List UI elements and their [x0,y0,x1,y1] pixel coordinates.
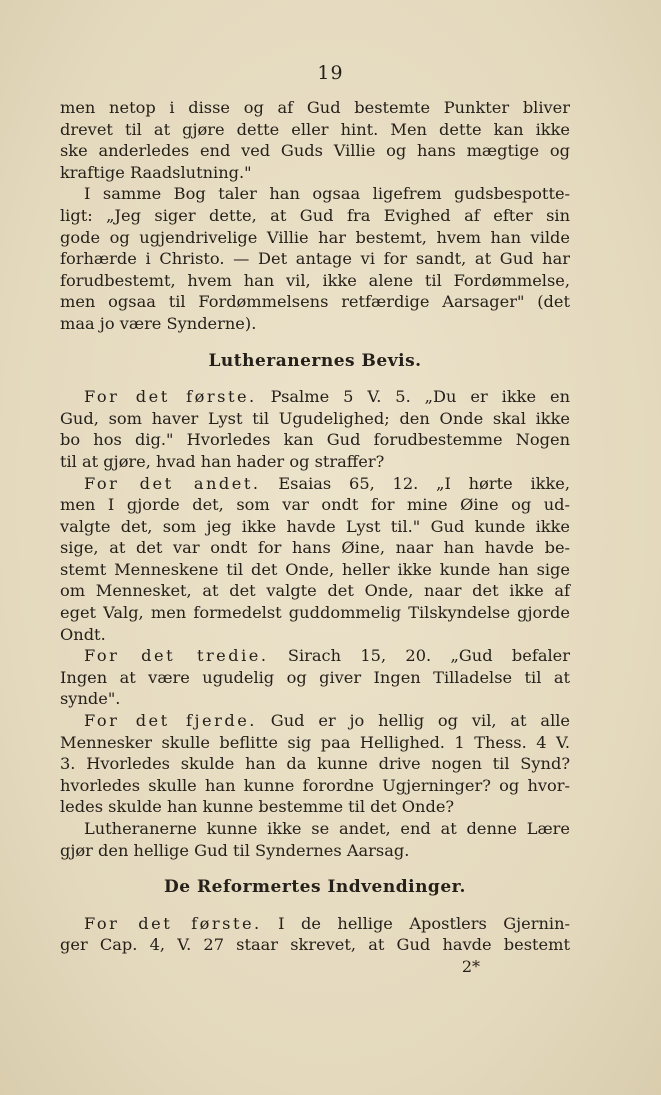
text-line: Lutheranerne kunne ikke se andet, end at denne Lære [84,819,570,838]
text-line [60,473,570,495]
text-line: bo hos dig." Hvorledes kan Gud forudbestemme Nogen [60,430,570,450]
text-line [60,386,570,408]
text-line: Ondt. [60,624,106,644]
text-line: men ogsaa til Fordømmelsens retfærdige Aarsager" (det [60,292,570,312]
text-line: forhærde i Christo. — Det antage vi for sandt, at Gud har [60,249,570,269]
text-fragment: Sirach 15, 20. „Gud befaler [268,646,571,666]
section-lead: For det andet. [84,473,261,493]
text-line: men I gjorde det, som var ondt for mine Øine og ud- [60,495,570,515]
text-line: eget Valg, men formedelst guddommelig Tilskyndelse gjorde [60,603,570,623]
text-line [60,645,570,667]
text-line: synde". [60,689,121,709]
text-line: ledes skulde han kunne bestemme til det Onde? [60,797,455,817]
text-line: I samme Bog taler han ogsaa ligefrem gudsbespotte- [84,184,570,204]
text-line: ger Cap. 4, V. 27 staar skrevet, at Gud havde bestemt [60,935,570,955]
printer-signature-mark: 2* [461,956,480,976]
section-lead: For det fjerde. [84,711,257,731]
page-text [60,97,570,978]
text-line: ligt: „Jeg siger dette, at Gud fra Evighed af efter sin [60,205,570,225]
text-line: Gud, som haver Lyst til Ugudelighed; den Onde skal ikke [60,408,570,428]
text-line: valgte det, som jeg ikke havde Lyst til." Gud kunde ikke [60,516,570,536]
text-line: hvorledes skulle han kunne forordne Ugjerninger? og hvor- [60,775,570,795]
text-fragment: Esaias 65, 12. „I hørte ikke, [260,473,570,493]
text-line: Mennesker skulle beflitte sig paa Hellighed. 1 Thess. 4 V. [60,732,570,752]
section-lead: For det første. [84,387,257,407]
section-lead: For det tredie. [84,646,269,666]
text-line: gjør den hellige Gud til Syndernes Aarsag. [60,840,410,860]
text-line [60,710,570,732]
text-line: maa jo være Synderne). [60,313,257,333]
text-fragment: Gud er jo hellig og vil, at alle [256,711,571,731]
section-heading-reformed-objections: De Reformertes Indvendinger. [164,877,466,898]
text-line: ske anderledes end ved Guds Villie og hans mægtige og [60,141,570,161]
text-line: 3. Hvorledes skulde han da kunne drive nogen til Synd? [60,754,570,774]
text-fragment: Psalme 5 V. 5. „Du er ikke en [256,387,570,407]
text-line: drevet til at gjøre dette eller hint. Men dette kan ikke [60,119,570,139]
text-line: stemt Menneskene til det Onde, heller ikke kunde han sige [60,559,570,579]
section-heading-lutheran-proof: Lutheranernes Bevis. [208,350,422,371]
text-line: men netop i disse og af Gud bestemte Punkter bliver [60,98,570,117]
text-line: til at gjøre, hvad han hader og straffer? [60,451,385,471]
text-line: kraftige Raadslutning." [60,162,252,182]
section-lead: For det første. [84,913,262,933]
text-fragment: I de hellige Apostlers Gjernin- [261,913,570,933]
text-line: Ingen at være ugudelig og giver Ingen Tilladelse til at [60,667,570,687]
text-line: forudbestemt, hvem han vil, ikke alene til Fordømmelse, [60,270,570,290]
text-line: gode og ugjendrivelige Villie har bestemt, hvem han vilde [60,227,570,247]
text-line: om Mennesket, at det valgte det Onde, naar det ikke af [60,581,570,601]
page-number: 19 [317,62,344,84]
text-line [60,913,570,935]
text-line: sige, at det var ondt for hans Øine, naar han havde be- [60,538,570,558]
